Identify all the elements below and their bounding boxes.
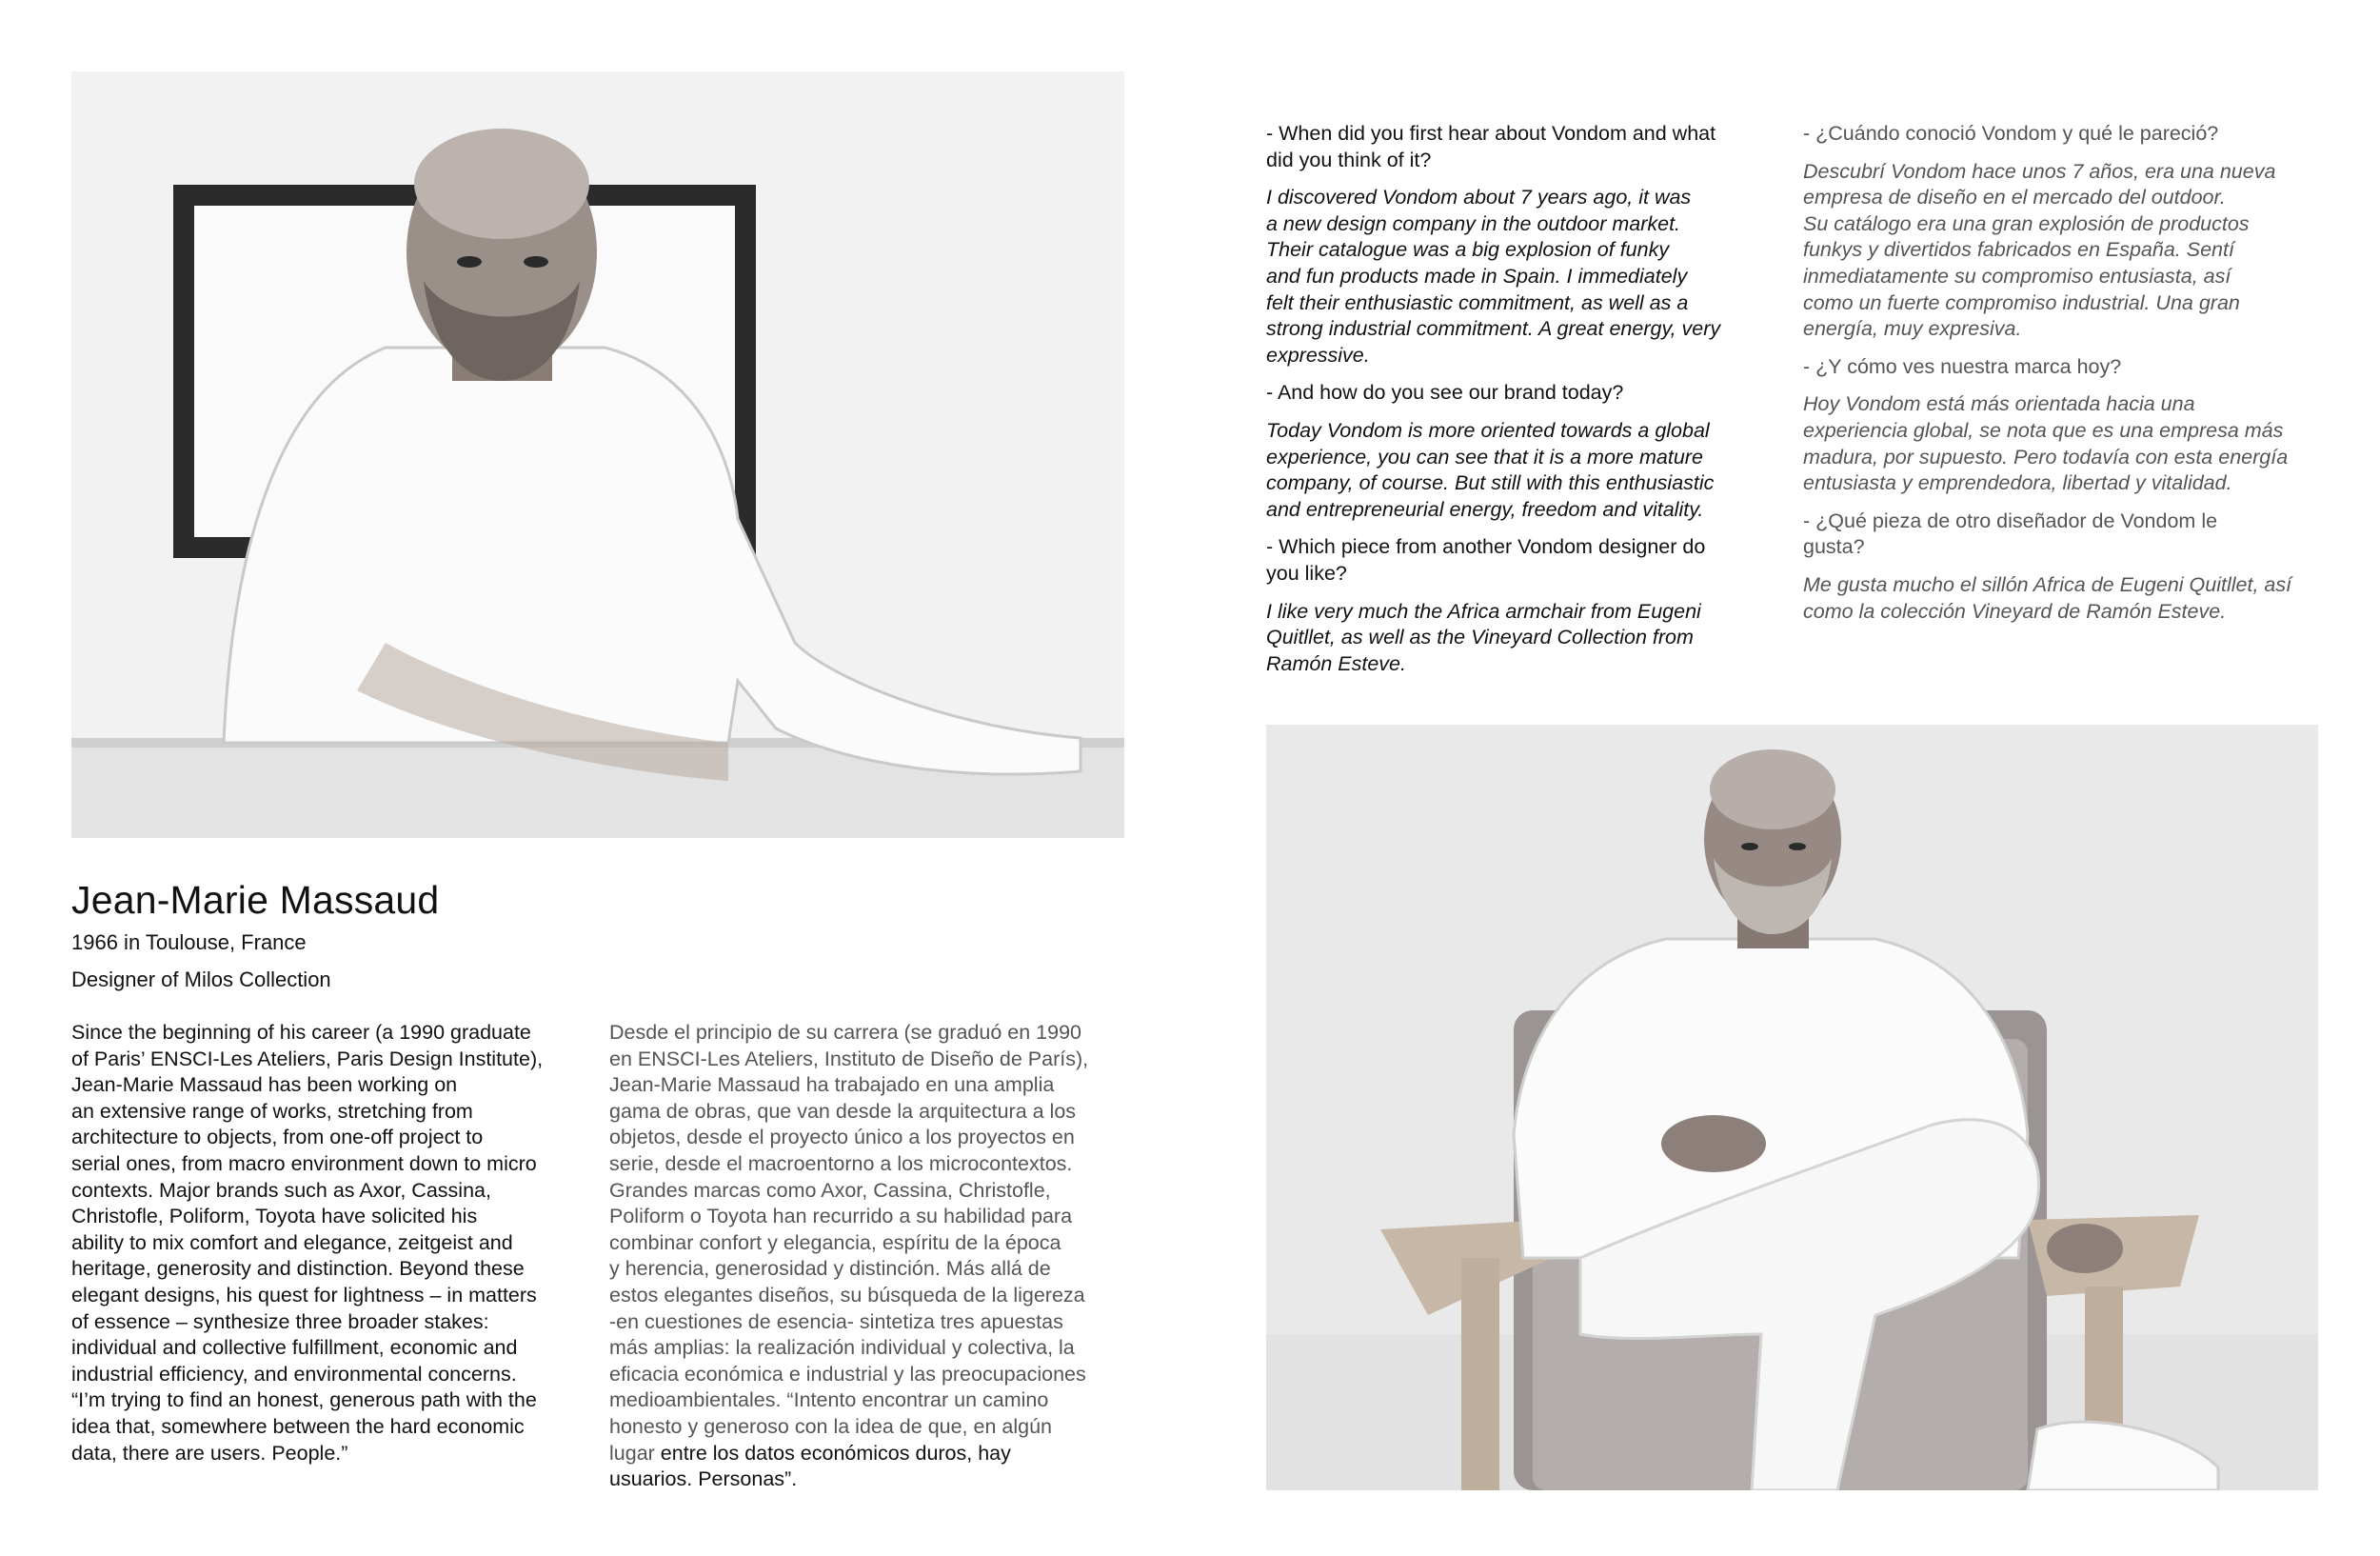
birth-info: 1966 in Toulouse, France bbox=[71, 930, 307, 954]
question-en-1: - When did you first hear about Vondom and what did you think of it? bbox=[1266, 122, 1716, 171]
bio-spanish-ending: entre los datos económicos duros, hay usuarios. Personas”. bbox=[609, 1441, 1011, 1491]
portrait-photo-leaning bbox=[71, 71, 1124, 838]
bio-spanish-part: Desde el principio de su carrera (se graduó en 1990 en ENSCI-Les Ateliers, Instituto de Diseño de París), Jean-Marie Massaud ha trabajado en una amplia gama de obras, que van desde la arquitectura a los objetos, desde el proyecto único a los proyectos en serie, desde el macroentorno a los microcontextos. Grandes marcas como Axor, Cassina, Christofle, Poliform o Toyota han recurrido a su habilidad para combinar confort y elegancia, espíritu de la época y herencia, generosidad y distinción. Más allá de estos elegantes diseños, su búsqueda de la ligereza -en cuestiones de esencia- sintetiza tres apuestas más amplias: la realización individual y colectiva, la eficacia económica e industrial y las preocupaciones medioambientales. “Intento encontrar un camino honesto y generoso con la idea de que, en algún lugar bbox=[609, 1021, 1089, 1465]
answer-es-1: Descubrí Vondom hace unos 7 años, era una nueva empresa de diseño en el mercado del outdoor. Su catálogo era una gran explosión de productos funkys y divertidos fabricados en España. Sentí inmediatamente su compromiso entusiasta, así como un fuerte compromiso industrial. Una gran energía, muy expresiva. bbox=[1803, 159, 2276, 341]
designer-name: Jean-Marie Massaud bbox=[71, 878, 440, 922]
portrait-photo-seated bbox=[1266, 725, 2318, 1490]
question-es-1: - ¿Cuándo conoció Vondom y qué le pareció? bbox=[1803, 122, 2219, 145]
answer-en-2: Today Vondom is more oriented towards a global experience, you can see that it is a more mature company, of course. But still with this enthusiastic and entrepreneurial energy, freedom and vitality. bbox=[1266, 418, 1715, 521]
designer-role: Designer of Milos Collection bbox=[71, 968, 331, 991]
interview-english bbox=[1266, 121, 1771, 688]
bio-spanish bbox=[609, 1020, 1128, 1493]
answer-en-3: I like very much the Africa armchair from Eugeni Quitllet, as well as the Vineyard Collection from Ramón Esteve. bbox=[1266, 599, 1701, 675]
answer-es-2: Hoy Vondom está más orientada hacia una experiencia global, se nota que es una empresa más madura, por supuesto. Pero todavía con esta energía entusiasta y emprendedora, libertad y vitalidad. bbox=[1803, 392, 2289, 495]
answer-es-3: Me gusta mucho el sillón Africa de Eugeni Quitllet, así como la colección Vineyard de Ramón Esteve. bbox=[1803, 572, 2292, 623]
question-es-2: - ¿Y cómo ves nuestra marca hoy? bbox=[1803, 354, 2122, 378]
question-en-3: - Which piece from another Vondom designer do you like? bbox=[1266, 535, 1706, 585]
question-en-2: - And how do you see our brand today? bbox=[1266, 381, 1624, 405]
interview-spanish bbox=[1803, 121, 2322, 636]
answer-en-1: I discovered Vondom about 7 years ago, it was a new design company in the outdoor market. Their catalogue was a big explosion of funky and fun products made in Spain. I immediately felt their enthusiastic commitment, as well as a strong industrial commitment. A great energy, very expressive. bbox=[1266, 186, 1721, 367]
question-es-3: - ¿Qué pieza de otro diseñador de Vondom le gusta? bbox=[1803, 509, 2218, 559]
bio-english: Since the beginning of his career (a 1990 graduate of Paris’ ENSCI-Les Ateliers, Paris Design Institute), Jean-Marie Massaud has been working on an extensive range of works, stretching from architecture to objects, from one-off project to serial ones, from macro environment down to micro contexts. Major brands such as Axor, Cassina, Christofle, Poliform, Toyota have solicited his ability to mix comfort and elegance, zeitgeist and heritage, generosity and distinction. Beyond these elegant designs, his quest for lightness – in matters of essence – synthesize three broader stakes: individual and collective fulfillment, economic and industrial efficiency, and environmental concerns. “I’m trying to find an honest, generous path with the idea that, somewhere between the hard economic data, there are users. People.” bbox=[71, 1021, 544, 1465]
